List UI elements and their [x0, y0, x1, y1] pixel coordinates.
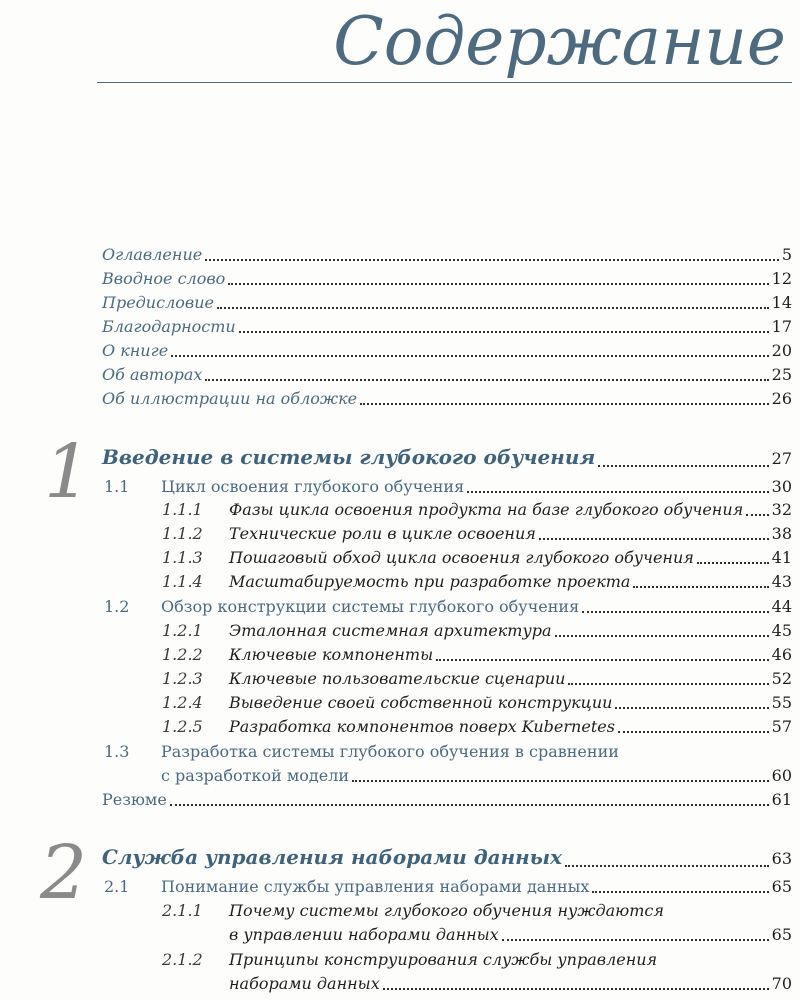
leader-dots: [360, 403, 769, 405]
leader-dots: [697, 562, 769, 564]
toc-subsection-1-2-5[interactable]: [0, 715, 800, 739]
toc-section-2-1[interactable]: [0, 875, 800, 899]
section-title: Пошаговый обход цикла освоения глубокого обучения: [229, 548, 694, 567]
leader-dots: [592, 891, 768, 893]
leader-dots: [352, 780, 769, 782]
section-title: Разработка компонентов поверх Kubernetes: [229, 717, 615, 736]
toc-section-1-3-continued[interactable]: [0, 764, 800, 788]
leader-dots: [171, 355, 768, 357]
toc-entry-page: 43: [771, 572, 792, 591]
section-title-line2: в управлении наборами данных: [229, 925, 499, 944]
chapter-number: 2: [40, 830, 88, 916]
leader-dots: [539, 538, 769, 540]
section-title: Эталонная системная архитектура: [229, 621, 552, 640]
toc-entry-page: 14: [771, 293, 792, 312]
toc-entry-title: О книге: [102, 341, 169, 360]
leader-dots: [205, 379, 768, 381]
section-number: 2.1.1: [162, 901, 203, 920]
leader-dots: [582, 611, 768, 613]
toc-entry-title: Предисловие: [102, 293, 214, 312]
section-title: Фазы цикла освоения продукта на базе глубокого обучения: [229, 500, 744, 519]
leader-dots: [555, 635, 769, 637]
section-title: Цикл освоения глубокого обучения: [161, 477, 465, 496]
toc-subsection-2-1-2[interactable]: [0, 948, 800, 972]
leader-dots: [568, 683, 768, 685]
section-title-line1: Разработка системы глубокого обучения в сравнении: [161, 742, 619, 761]
toc-entry-page: 26: [771, 389, 792, 408]
chapter-number: 1: [44, 429, 92, 515]
leader-dots: [633, 586, 768, 588]
toc-entry-page: 32: [771, 500, 792, 519]
section-title: Выведение своей собственной конструкции: [229, 693, 613, 712]
toc-summary[interactable]: [0, 788, 800, 812]
leader-dots: [502, 939, 769, 941]
toc-subsection-2-1-1[interactable]: [0, 899, 800, 923]
section-number: 2.1.2: [162, 950, 203, 969]
section-title: Ключевые компоненты: [229, 645, 434, 664]
toc-entry-page: 5: [781, 245, 792, 264]
toc-subsection-1-1-1[interactable]: [0, 498, 800, 522]
chapter-title: Служба управления наборами данных: [102, 845, 563, 869]
toc-entry-acknowledgements[interactable]: [0, 315, 800, 339]
section-title: Резюме: [102, 790, 167, 809]
leader-dots: [565, 865, 769, 867]
section-title-line2: наборами данных: [229, 974, 380, 993]
toc-entry-page: 65: [771, 925, 792, 944]
section-title: Понимание службы управления наборами данных: [161, 877, 590, 896]
toc-section-1-3[interactable]: [0, 740, 800, 764]
toc-section-1-2[interactable]: [0, 595, 800, 619]
toc-entry-page: 17: [771, 317, 792, 336]
section-number: 1.2.1: [162, 621, 203, 640]
leader-dots: [598, 465, 768, 467]
toc-entry-about-authors[interactable]: [0, 363, 800, 387]
toc-entry-page: 46: [771, 645, 792, 664]
section-number: 1.1.1: [162, 500, 203, 519]
toc-subsection-1-1-2[interactable]: [0, 522, 800, 546]
section-title: Технические роли в цикле освоения: [229, 524, 536, 543]
section-number: 1.2.3: [162, 669, 203, 688]
toc-entry-cover-illustration[interactable]: [0, 387, 800, 411]
title-divider: [97, 82, 792, 83]
leader-dots: [228, 283, 768, 285]
leader-dots: [467, 491, 768, 493]
section-number: 1.1: [104, 477, 130, 496]
leader-dots: [217, 307, 769, 309]
section-number: 1.2.4: [162, 693, 203, 712]
toc-entry-page: 12: [771, 269, 792, 288]
toc-entry-title: Оглавление: [102, 245, 203, 264]
toc-entry-page: 27: [771, 449, 792, 468]
toc-entry-page: 45: [771, 621, 792, 640]
chapter-title: Введение в системы глубокого обучения: [102, 445, 596, 469]
toc-entry-page: 41: [771, 548, 792, 567]
leader-dots: [436, 659, 769, 661]
section-number: 1.1.3: [162, 548, 203, 567]
section-title-line1: Почему системы глубокого обучения нуждаются: [229, 901, 664, 920]
toc-subsection-1-1-4[interactable]: [0, 570, 800, 594]
toc-entry-title: Об авторах: [102, 365, 203, 384]
toc-entry-title: Благодарности: [102, 317, 236, 336]
toc-entry-page: 63: [771, 849, 792, 868]
section-title: Обзор конструкции системы глубокого обучения: [161, 597, 580, 616]
section-title: Ключевые пользовательские сценарии: [229, 669, 566, 688]
toc-entry-page: 44: [771, 597, 792, 616]
toc-entry-page: 30: [771, 477, 792, 496]
page-title: Содержание: [333, 3, 786, 80]
toc-entry-preface[interactable]: [0, 291, 800, 315]
toc-subsection-1-2-1[interactable]: [0, 619, 800, 643]
toc-entry-about-book[interactable]: [0, 339, 800, 363]
toc-entry-page: 25: [771, 365, 792, 384]
toc-subsection-1-2-3[interactable]: [0, 667, 800, 691]
leader-dots: [383, 988, 769, 990]
leader-dots: [239, 331, 769, 333]
section-title-line2: с разработкой модели: [161, 766, 350, 785]
toc-entry-title: Об иллюстрации на обложке: [102, 389, 358, 408]
toc-section-1-1[interactable]: [0, 475, 800, 499]
toc-subsection-2-1-1-continued[interactable]: [0, 923, 800, 947]
toc-entry-page: 52: [771, 669, 792, 688]
leader-dots: [615, 707, 768, 709]
toc-entry-contents[interactable]: [0, 243, 800, 267]
section-number: 2.1: [104, 877, 130, 896]
toc-subsection-1-1-3[interactable]: [0, 546, 800, 570]
section-number: 1.1.2: [162, 524, 203, 543]
toc-entry-page: 60: [771, 766, 792, 785]
toc-subsection-1-2-2[interactable]: [0, 643, 800, 667]
toc-entry-page: 70: [771, 974, 792, 993]
toc-entry-page: 20: [771, 341, 792, 360]
toc-entry-page: 55: [771, 693, 792, 712]
section-number: 1.3: [104, 742, 130, 761]
toc-entry-page: 38: [771, 524, 792, 543]
toc-chapter-1[interactable]: [0, 443, 800, 471]
toc-entry-page: 57: [771, 717, 792, 736]
section-title-line1: Принципы конструирования службы управления: [229, 950, 658, 969]
toc-entry-page: 65: [771, 877, 792, 896]
toc-subsection-2-1-2-continued[interactable]: [0, 972, 800, 996]
section-number: 1.2.5: [162, 717, 203, 736]
toc-chapter-2[interactable]: [0, 843, 800, 871]
section-title: Масштабируемость при разработке проекта: [229, 572, 631, 591]
section-number: 1.1.4: [162, 572, 203, 591]
leader-dots: [746, 514, 768, 516]
toc-entry-title: Вводное слово: [102, 269, 226, 288]
toc-entry-page: 61: [771, 790, 792, 809]
leader-dots: [205, 259, 779, 261]
leader-dots: [170, 804, 769, 806]
section-number: 1.2: [104, 597, 130, 616]
leader-dots: [618, 731, 769, 733]
section-number: 1.2.2: [162, 645, 203, 664]
toc-entry-intro-word[interactable]: [0, 267, 800, 291]
toc-subsection-1-2-4[interactable]: [0, 691, 800, 715]
